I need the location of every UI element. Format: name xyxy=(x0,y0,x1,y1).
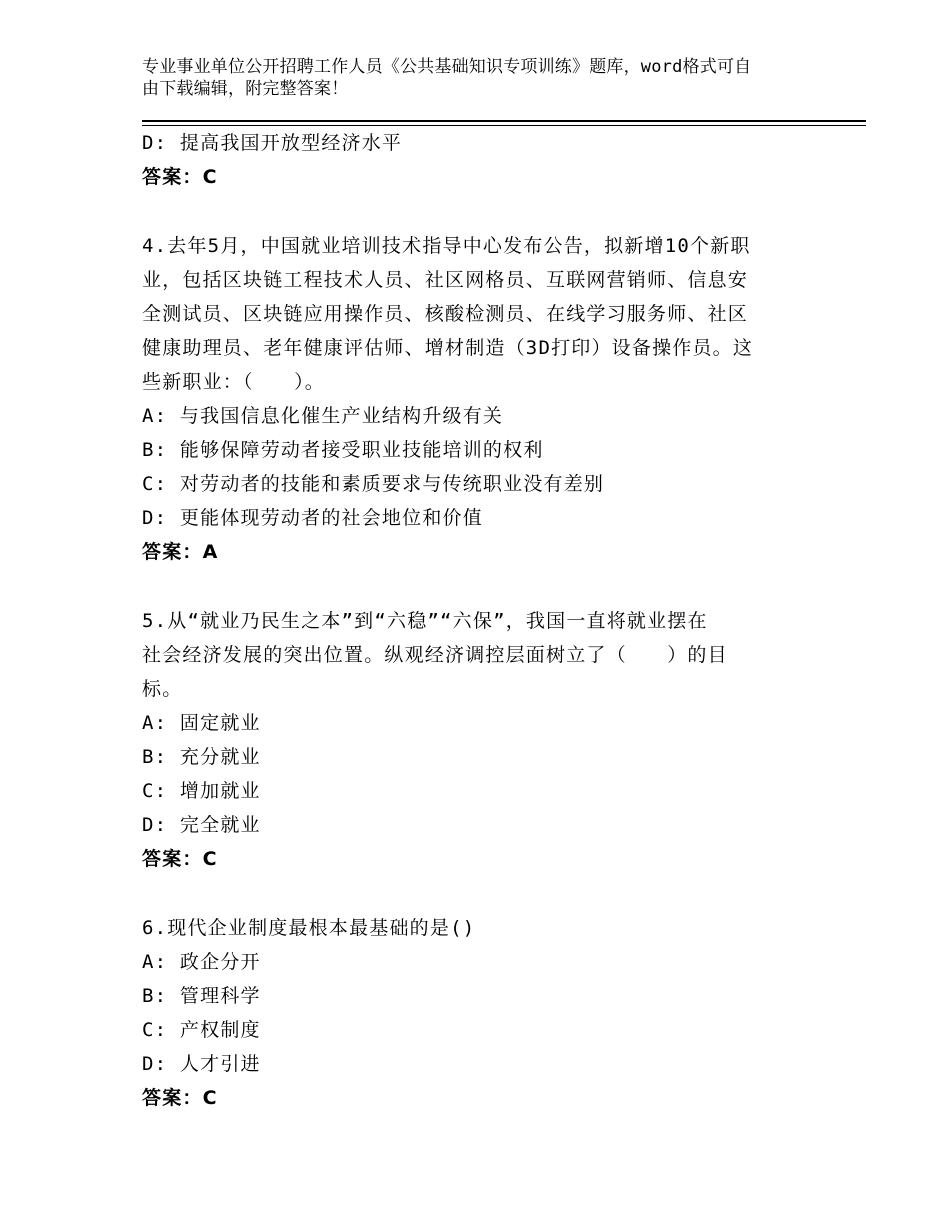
question-text-line: 4.去年5月，中国就业培训技术指导中心发布公告，拟新增10个新职 xyxy=(142,235,751,257)
option-d: D: 人才引进 xyxy=(142,1053,261,1075)
page-header xyxy=(142,56,812,100)
option-c: C: 增加就业 xyxy=(142,780,261,802)
question-text-line: 健康助理员、老年健康评估师、增材制造（3D打印）设备操作员。这 xyxy=(142,337,754,359)
spacer xyxy=(142,194,802,229)
question-text-line: 5.从“就业乃民生之本”到“六稳”“六保”，我国一直将就业摆在 xyxy=(142,610,708,632)
option-d: D: 提高我国开放型经济水平 xyxy=(142,132,403,154)
question-5 xyxy=(142,604,802,876)
answer-line: 答案：C xyxy=(142,848,218,870)
question-text-line: 业，包括区块链工程技术人员、社区网格员、互联网营销师、信息安 xyxy=(142,269,749,291)
question-text-line: 全测试员、区块链应用操作员、核酸检测员、在线学习服务师、社区 xyxy=(142,303,749,325)
prev-question-tail xyxy=(142,126,802,194)
question-text-line: 6.现代企业制度最根本最基础的是() xyxy=(142,917,476,939)
header-line-2: 由下载编辑，附完整答案！ xyxy=(142,79,349,99)
question-6 xyxy=(142,911,802,1115)
header-line-1: 专业事业单位公开招聘工作人员《公共基础知识专项训练》题库，word格式可自 xyxy=(142,57,752,77)
question-4 xyxy=(142,229,802,569)
answer-line: 答案：C xyxy=(142,166,218,188)
option-c: C: 产权制度 xyxy=(142,1019,261,1041)
option-b: B: 管理科学 xyxy=(142,985,261,1007)
option-a: A: 政企分开 xyxy=(142,951,261,973)
question-text-line: 标。 xyxy=(142,678,183,700)
option-b: B: 能够保障劳动者接受职业技能培训的权利 xyxy=(142,439,544,461)
option-a: A: 与我国信息化催生产业结构升级有关 xyxy=(142,405,504,427)
option-b: B: 充分就业 xyxy=(142,746,261,768)
option-a: A: 固定就业 xyxy=(142,712,261,734)
question-content xyxy=(142,126,802,1115)
spacer xyxy=(142,569,802,604)
answer-line: 答案：A xyxy=(142,541,219,563)
option-d: D: 完全就业 xyxy=(142,814,261,836)
question-text-line: 社会经济发展的突出位置。纵观经济调控层面树立了（ ）的目 xyxy=(142,644,728,666)
option-c: C: 对劳动者的技能和素质要求与传统职业没有差别 xyxy=(142,473,605,495)
question-text-line: 些新职业：（ ）。 xyxy=(142,371,326,393)
option-d: D: 更能体现劳动者的社会地位和价值 xyxy=(142,507,483,529)
header-rule-thick xyxy=(142,120,866,122)
answer-line: 答案：C xyxy=(142,1087,218,1109)
spacer xyxy=(142,876,802,911)
